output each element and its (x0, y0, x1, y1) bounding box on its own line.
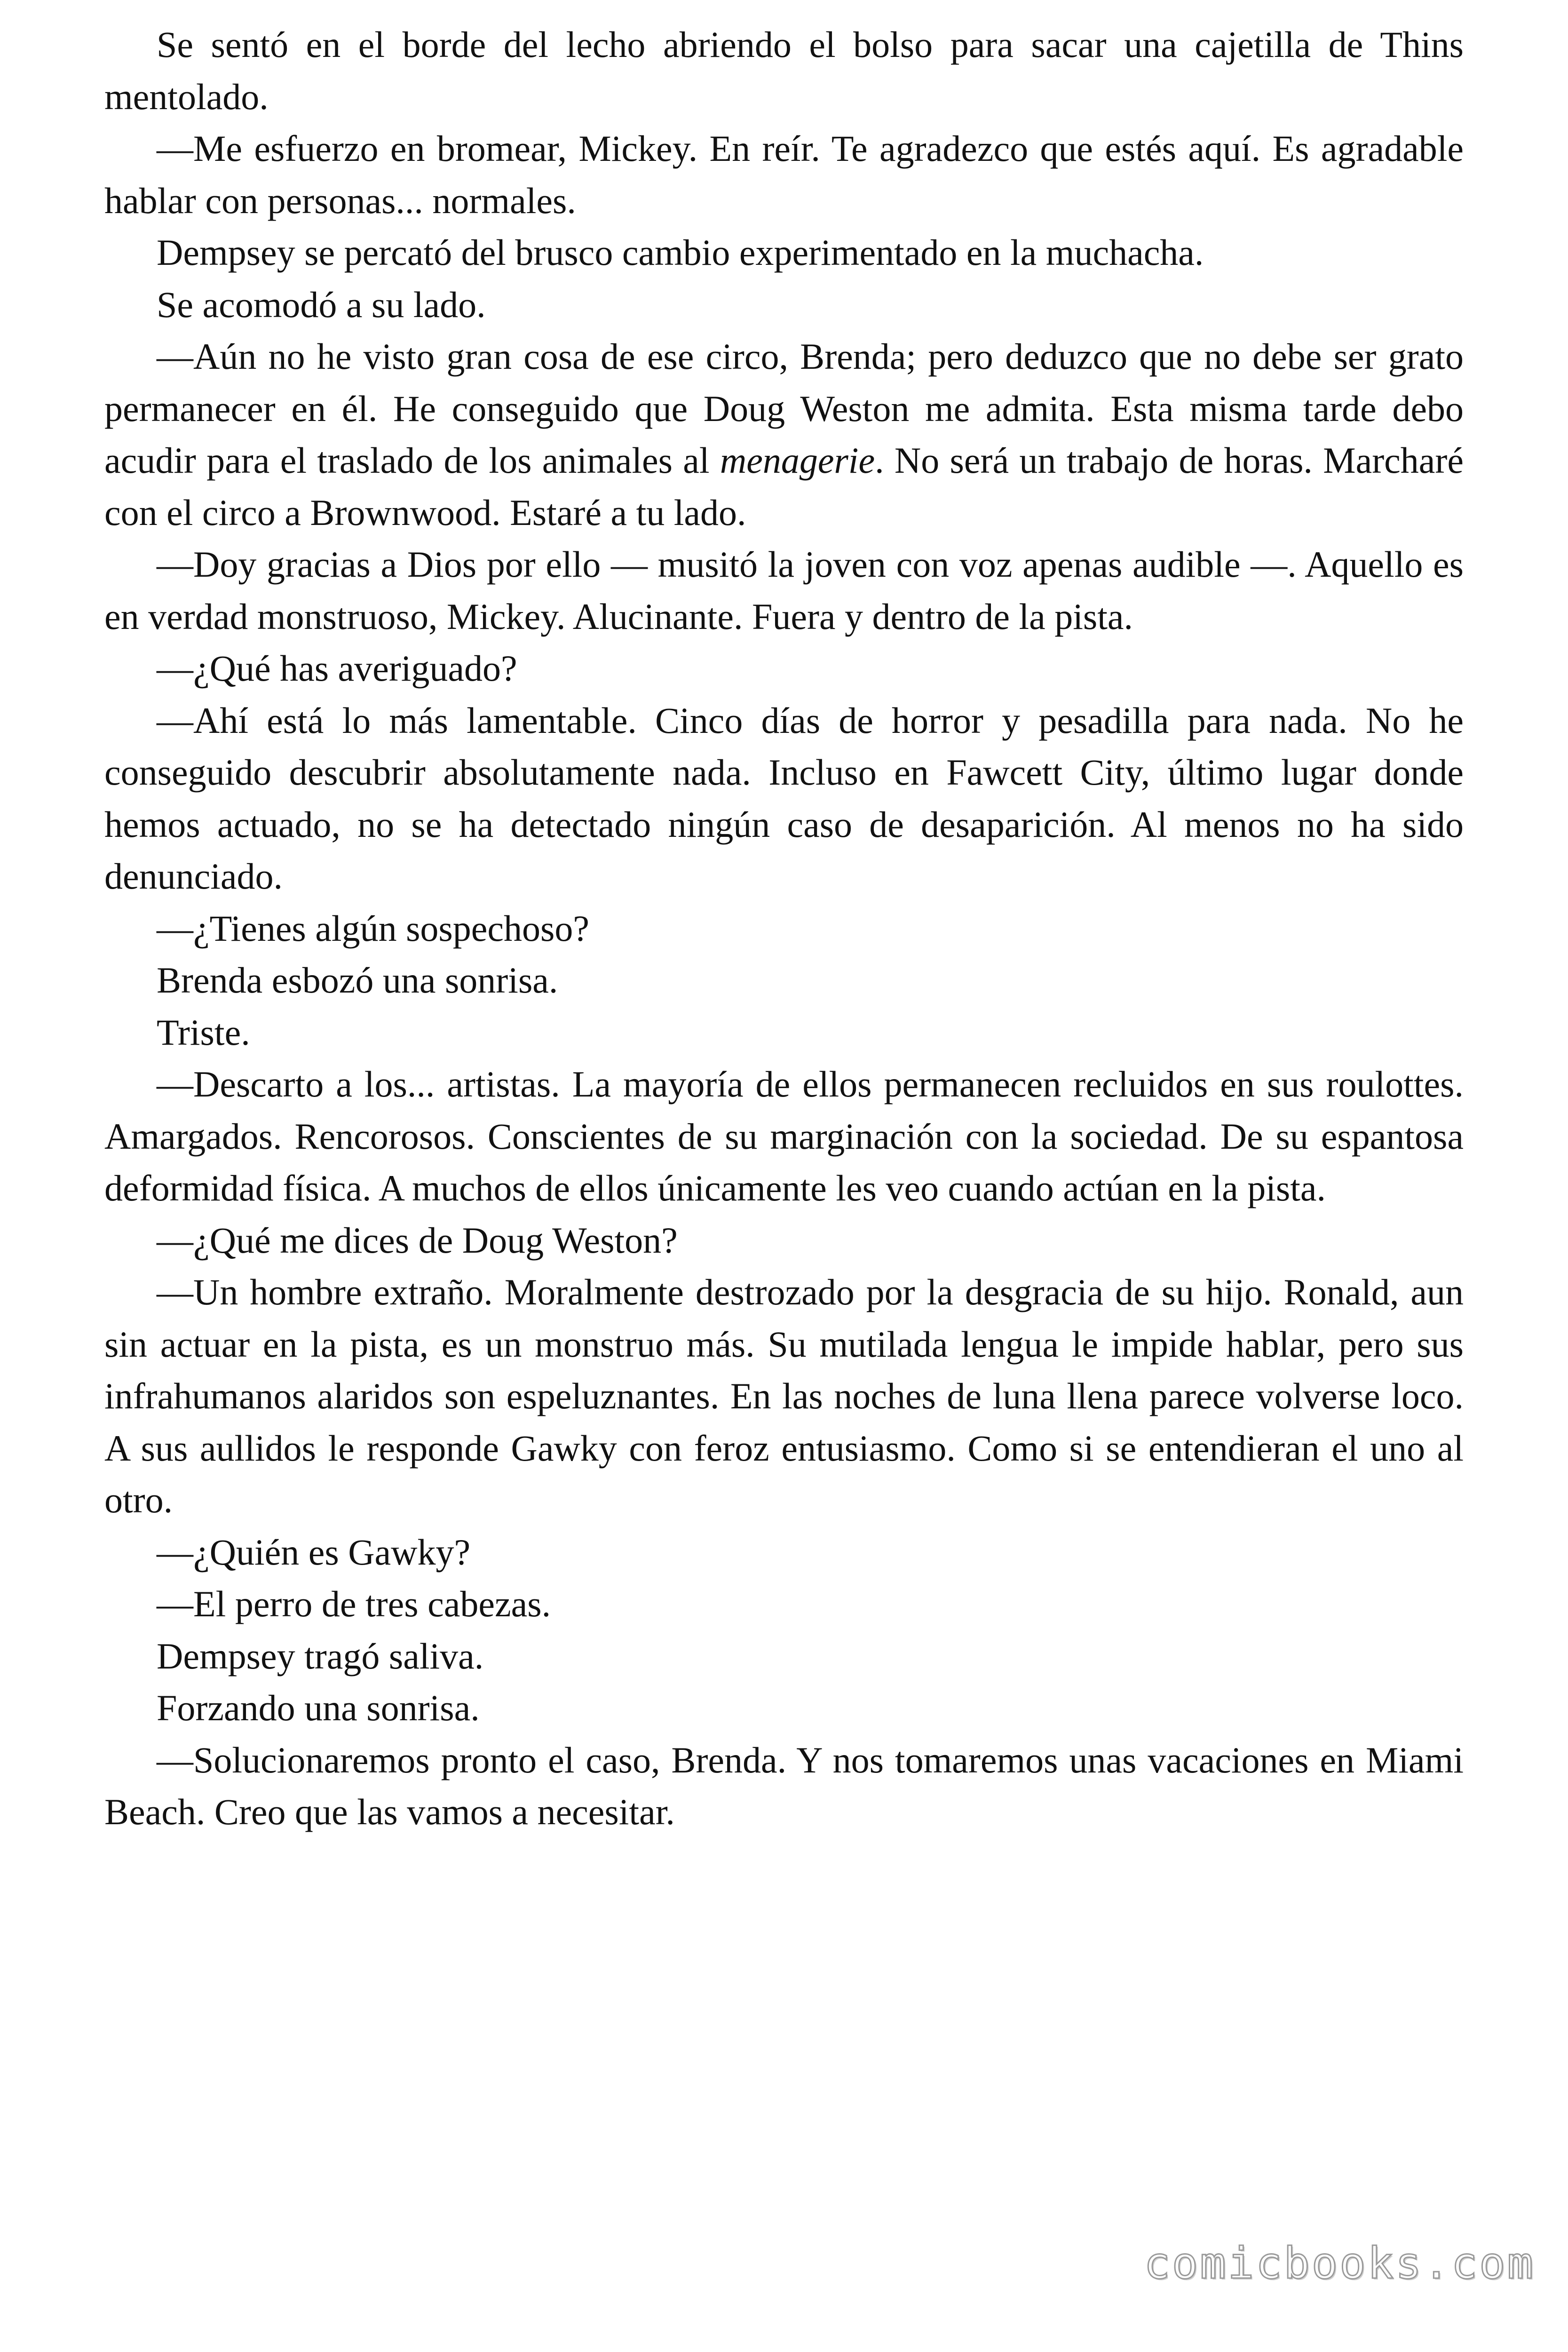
paragraph-11: Triste. (157, 1011, 250, 1053)
paragraph-10: Brenda esbozó una sonrisa. (157, 960, 558, 1001)
paragraph-18: Forzando una sonrisa. (157, 1687, 480, 1728)
italic-word-menagerie: menagerie (720, 440, 875, 481)
paragraph-15: —¿Quién es Gawky? (157, 1531, 471, 1573)
paragraph-17: Dempsey tragó saliva. (157, 1635, 484, 1677)
book-page (104, 19, 1464, 1838)
paragraph-1: Se sentó en el borde del lecho abriendo el bolso para sacar una cajetilla de Thins mentolado. (104, 24, 1464, 117)
paragraph-2: —Me esfuerzo en bromear, Mickey. En reír. Te agradezco que estés aquí. Es agradable hablar con personas... normales. (104, 128, 1464, 221)
paragraph-5 (104, 331, 1464, 539)
paragraph-6: —Doy gracias a Dios por ello — musitó la joven con voz apenas audible —. Aquello es en verdad monstruoso, Mickey. Alucinante. Fuera y dentro de la pista. (104, 544, 1464, 637)
paragraph-19: —Solucionaremos pronto el caso, Brenda. Y nos tomaremos unas vacaciones en Miami Beach. Creo que las vamos a necesitar. (104, 1739, 1464, 1832)
paragraph-16: —El perro de tres cabezas. (157, 1583, 551, 1624)
paragraph-3: Dempsey se percató del brusco cambio experimentado en la muchacha. (157, 232, 1204, 273)
paragraph-9: —¿Tienes algún sospechoso? (157, 907, 590, 949)
paragraph-4: Se acomodó a su lado. (157, 284, 486, 325)
paragraph-7: —¿Qué has averiguado? (157, 648, 517, 689)
paragraph-14: —Un hombre extraño. Moralmente destrozado por la desgracia de su hijo. Ronald, aun sin actuar en la pista, es un monstruo más. Su mutilada lengua le impide hablar, pero sus infrahumanos alaridos son espeluznantes. En las noches de luna llena parece volverse loco. A sus aullidos le responde Gawky con feroz entusiasmo. Como si se entendieran el uno al otro. (104, 1271, 1464, 1520)
paragraph-8: —Ahí está lo más lamentable. Cinco días de horror y pesadilla para nada. No he conseguido descubrir absolutamente nada. Incluso en Fawcett City, último lugar donde hemos actuado, no se ha detectado ningún caso de desaparición. Al menos no ha sido denunciado. (104, 699, 1464, 897)
paragraph-12: —Descarto a los... artistas. La mayoría de ellos permanecen recluidos en sus roulottes. Amargados. Rencorosos. Conscientes de su marginación con la sociedad. De su espantosa deformidad física. A muchos de ellos únicamente les veo cuando actúan en la pista. (104, 1064, 1464, 1208)
paragraph-5-text-after: . No será un trabajo de horas. Marcharé con el circo a Brownwood. Estaré a tu lado. (104, 440, 1464, 533)
paragraph-5-text-before: —Aún no he visto gran cosa de ese circo, Brenda; pero deduzco que no debe ser grato permanecer en él. He conseguido que Doug Weston me admita. Esta misma tarde debo acudir para el traslado de los animales al (104, 336, 1464, 481)
watermark: comicbooks.com (1144, 2238, 1535, 2288)
paragraph-13: —¿Qué me dices de Doug Weston? (157, 1219, 678, 1261)
